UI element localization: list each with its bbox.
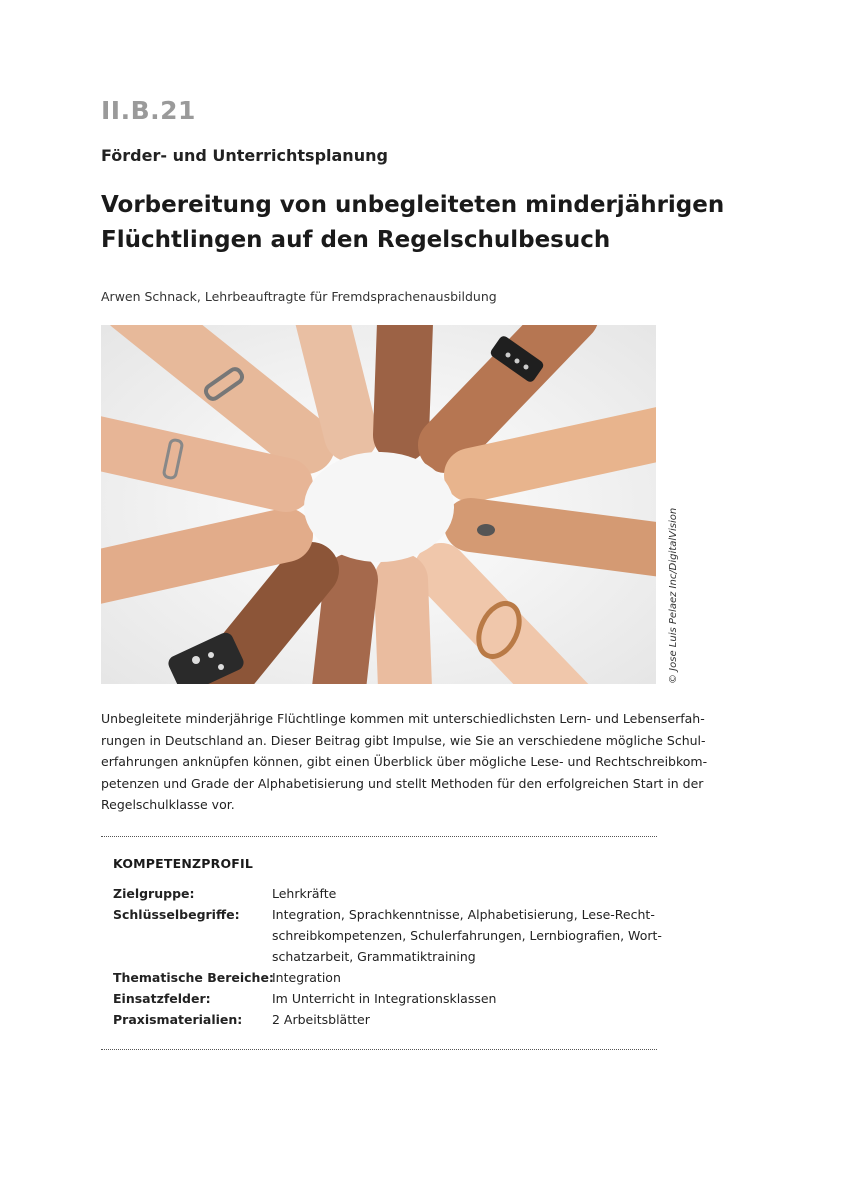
profile-value-line: Integration bbox=[272, 970, 341, 985]
competence-profile bbox=[113, 883, 662, 1030]
intro-line: Regelschulklasse vor. bbox=[101, 797, 235, 812]
title-line: Vorbereitung von unbegleiteten minderjährigen bbox=[101, 192, 725, 218]
profile-value-line: Integration, Sprachkenntnisse, Alphabetisierung, Lese-Recht- bbox=[272, 907, 655, 922]
article-title bbox=[101, 188, 725, 258]
profile-value-line: Im Unterricht in Integrationsklassen bbox=[272, 991, 497, 1006]
profile-label: Zielgruppe: bbox=[113, 886, 195, 901]
profile-title: KOMPETENZPROFIL bbox=[113, 856, 254, 871]
profile-label: Thematische Bereiche: bbox=[113, 970, 274, 985]
section-code: II.B.21 bbox=[101, 96, 196, 125]
profile-row bbox=[113, 1009, 653, 1030]
profile-value-line: schatzarbeit, Grammatiktraining bbox=[272, 949, 476, 964]
intro-line: petenzen und Grade der Alphabetisierung und stellt Methoden für den erfolgreichen Start in der bbox=[101, 775, 704, 791]
profile-value-line: Lehrkräfte bbox=[272, 886, 337, 901]
profile-row bbox=[113, 904, 662, 967]
profile-label: Einsatzfelder: bbox=[113, 991, 211, 1006]
profile-row bbox=[113, 883, 653, 904]
photo-credit: © Jose Luis Pelaez Inc/DigitalVision bbox=[668, 507, 679, 684]
intro-line: erfahrungen anknüpfen können, gibt einen Überblick über mögliche Lese- und Rechtschreibkom- bbox=[101, 754, 708, 769]
intro-paragraph bbox=[101, 708, 708, 816]
profile-value bbox=[272, 883, 653, 904]
profile-row bbox=[113, 967, 653, 988]
intro-line: Unbegleitete minderjährige Flüchtlinge kommen mit unterschiedlichsten Lern- und Lebenserfah- bbox=[101, 711, 705, 726]
author-line: Arwen Schnack, Lehrbeauftragte für Fremdsprachenausbildung bbox=[101, 289, 497, 304]
profile-row bbox=[113, 988, 653, 1009]
profile-value bbox=[272, 988, 653, 1009]
profile-value bbox=[272, 967, 653, 988]
intro-line: rungen in Deutschland an. Dieser Beitrag gibt Impulse, wie Sie an verschiedene mögliche Schul- bbox=[101, 732, 706, 748]
title-line: Flüchtlingen auf den Regelschulbesuch bbox=[101, 227, 611, 253]
profile-value bbox=[272, 1009, 653, 1030]
profile-label: Schlüsselbegriffe: bbox=[113, 907, 240, 922]
category-label: Förder- und Unterrichtsplanung bbox=[101, 146, 388, 165]
profile-value bbox=[272, 904, 662, 967]
divider-top bbox=[101, 836, 657, 837]
profile-label: Praxismaterialien: bbox=[113, 1012, 243, 1027]
profile-value-line: 2 Arbeitsblätter bbox=[272, 1012, 370, 1027]
divider-bottom bbox=[101, 1049, 657, 1050]
hands-circle-photo bbox=[101, 325, 656, 684]
profile-value-line: schreibkompetenzen, Schulerfahrungen, Lernbiografien, Wort- bbox=[272, 928, 662, 943]
